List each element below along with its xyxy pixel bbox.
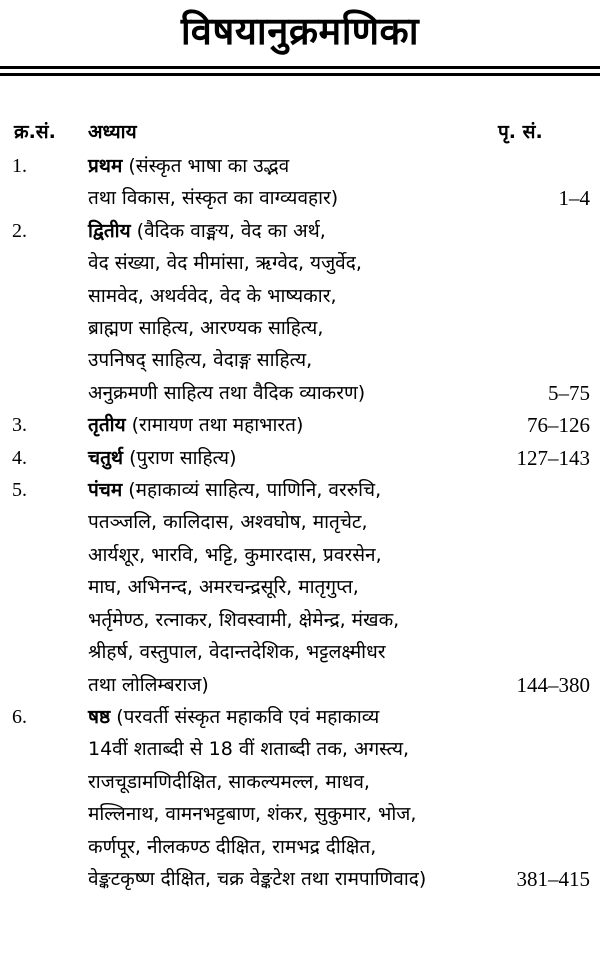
toc-entry	[0, 215, 600, 409]
entry-number: 1.	[12, 155, 27, 177]
entry-line	[88, 344, 496, 376]
entry-page-range: 381–415	[516, 866, 590, 891]
entry-line-text: आर्यशूर, भारवि, भट्टि, कुमारदास, प्रवरसेन,	[88, 543, 382, 566]
entry-line-text: अनुक्रमणी साहित्य तथा वैदिक व्याकरण)	[88, 381, 366, 404]
toc-entry	[0, 701, 600, 895]
entry-line-text: वेङ्कटकृष्ण दीक्षित, चक्र वेङ्कटेश तथा रामपाणिवाद)	[88, 867, 427, 890]
entry-line	[88, 636, 496, 668]
entry-heading: चतुर्थ	[88, 446, 124, 469]
entry-page-range: 5–75	[548, 380, 590, 405]
toc-entry	[0, 474, 600, 701]
entry-line	[88, 571, 496, 603]
entry-number: 4.	[12, 446, 27, 469]
title-rule-top	[0, 66, 600, 69]
page-title: विषयानुक्रमणिका	[180, 9, 420, 53]
entry-text	[88, 409, 496, 441]
entry-number: 5.	[12, 479, 27, 502]
entry-line-text: पतञ्जलि, कालिदास, अश्वघोष, मातृचेट,	[88, 511, 368, 534]
entry-page-range: 127–143	[516, 445, 590, 470]
toc-entry	[0, 150, 600, 215]
table-of-contents	[0, 150, 600, 895]
entry-line	[88, 669, 496, 701]
column-number-header: क्र.सं.	[14, 121, 56, 143]
column-page-header: पृ. सं.	[498, 121, 543, 143]
entry-page-range: 144–380	[516, 672, 590, 697]
entry-line-text: (वैदिक वाङ्मय, वेद का अर्थ,	[130, 219, 326, 242]
entry-line-text: कर्णपूर, नीलकण्ठ दीक्षित, रामभद्र दीक्षित,	[88, 835, 377, 858]
entry-line	[88, 604, 496, 636]
entry-line	[88, 539, 496, 571]
entry-page-range: 76–126	[527, 413, 590, 438]
entry-line	[88, 312, 496, 344]
entry-text	[88, 701, 496, 895]
entry-line	[88, 831, 496, 863]
entry-line	[88, 733, 496, 765]
entry-text	[88, 474, 496, 701]
entry-line-text: ब्राह्मण साहित्य, आरण्यक साहित्य,	[88, 317, 324, 340]
entry-line-text: वेद संख्या, वेद मीमांसा, ऋग्वेद, यजुर्वेद,	[88, 252, 362, 275]
entry-line	[88, 506, 496, 538]
entry-line-text: (पुराण साहित्य)	[123, 446, 237, 469]
entry-line-text: मल्लिनाथ, वामनभट्टबाण, शंकर, सुकुमार, भोज,	[88, 803, 417, 826]
entry-line-text: माघ, अभिनन्द, अमरचन्द्रसूरि, मातृगुप्त,	[88, 576, 359, 599]
entry-line-text: तथा विकास, संस्कृत का वाग्व्यवहार)	[88, 187, 339, 210]
entry-line	[88, 182, 496, 214]
entry-number: 2.	[12, 219, 27, 242]
entry-text	[88, 215, 496, 409]
entry-line	[88, 247, 496, 279]
entry-heading: द्वितीय	[88, 219, 131, 242]
entry-heading: तृतीय	[88, 414, 126, 437]
entry-text	[88, 150, 496, 215]
entry-line	[88, 442, 496, 474]
entry-line-text: (संस्कृत भाषा का उद्भव	[122, 155, 290, 177]
entry-line	[88, 280, 496, 312]
entry-line-text: सामवेद, अथर्ववेद, वेद के भाष्यकार,	[88, 284, 337, 307]
entry-line	[88, 409, 496, 441]
title-rule-bottom	[0, 73, 600, 76]
entry-heading: षष्ठ	[88, 705, 111, 728]
entry-line-text: उपनिषद् साहित्य, वेदाङ्ग साहित्य,	[88, 349, 313, 372]
entry-line-text: 14वीं शताब्दी से 18 वीं शताब्दी तक, अगस्त्य,	[88, 738, 410, 761]
entry-line-text: भर्तृमेण्ठ, रत्नाकर, शिवस्वामी, क्षेमेन्द्र, मंखक,	[88, 608, 400, 631]
entry-line-text: (महाकाव्यं साहित्य, पाणिनि, वररुचि,	[122, 479, 382, 502]
toc-entry	[0, 409, 600, 441]
entry-heading: प्रथम	[88, 155, 123, 177]
entry-line-text: श्रीहर्ष, वस्तुपाल, वेदान्तदेशिक, भट्टलक्ष्मीधर	[88, 641, 386, 664]
entry-line	[88, 150, 496, 182]
entry-line-text: (परवर्ती संस्कृत महाकवि एवं महाकाव्य	[110, 705, 380, 728]
entry-line	[88, 863, 496, 895]
column-header	[0, 118, 600, 148]
toc-entry	[0, 442, 600, 474]
entry-number: 6.	[12, 705, 27, 728]
entry-number: 3.	[12, 414, 27, 437]
entry-line	[88, 377, 496, 409]
entry-line	[88, 798, 496, 830]
entry-line-text: तथा लोलिम्बराज)	[88, 673, 209, 696]
entry-line	[88, 766, 496, 798]
entry-page-range: 1–4	[558, 186, 590, 211]
column-chapter-header: अध्याय	[88, 121, 137, 143]
entry-heading: पंचम	[88, 479, 123, 502]
entry-text	[88, 442, 496, 474]
entry-line	[88, 215, 496, 247]
entry-line-text: राजचूडामणिदीक्षित, साकल्यमल्ल, माधव,	[88, 770, 370, 793]
entry-line	[88, 701, 496, 733]
entry-line	[88, 474, 496, 506]
entry-line-text: (रामायण तथा महाभारत)	[125, 414, 304, 437]
